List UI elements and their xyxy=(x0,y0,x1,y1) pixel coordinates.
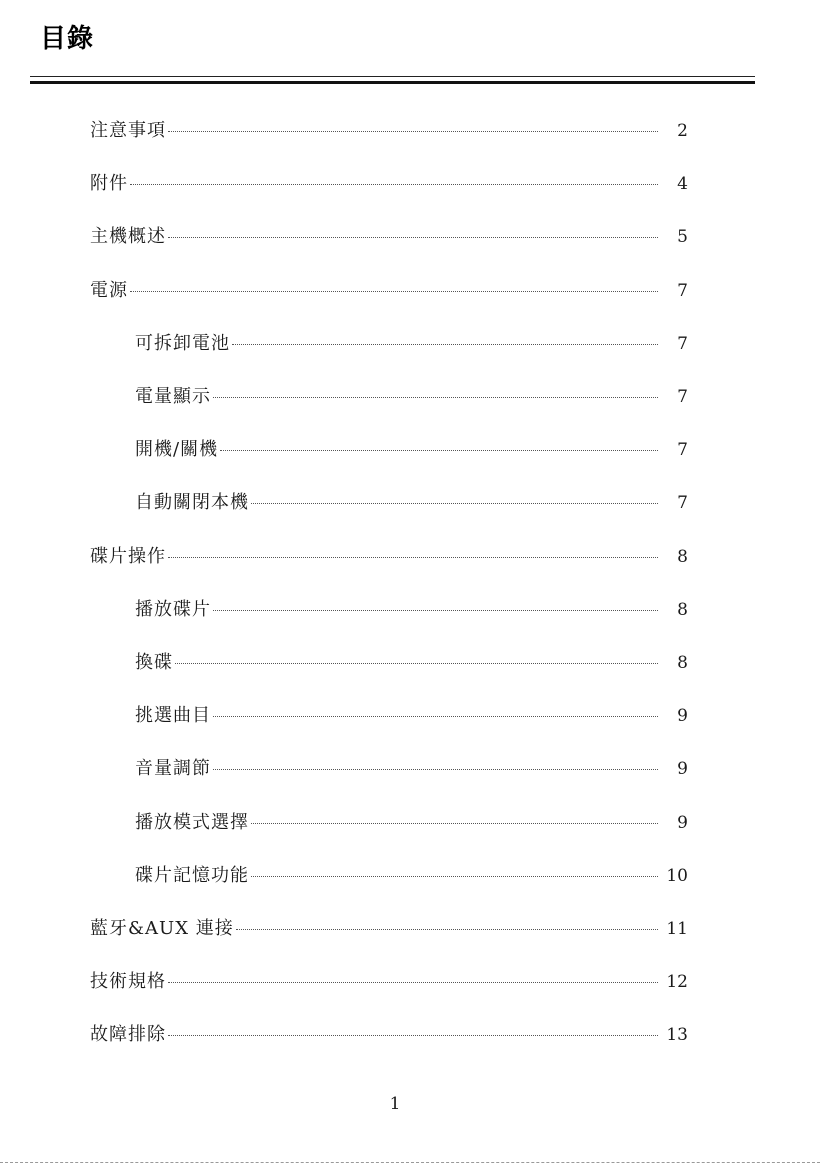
toc-entry[interactable] xyxy=(135,438,688,462)
toc-dot-leader xyxy=(213,397,658,398)
toc-dot-leader xyxy=(213,716,658,717)
toc-entry-label: 藍牙&AUX 連接 xyxy=(90,918,234,939)
toc-entry-label: 電源 xyxy=(90,280,128,301)
toc-entry-label: 電量顯示 xyxy=(135,386,211,407)
toc-entry[interactable] xyxy=(90,545,688,569)
toc-dot-leader xyxy=(251,503,658,504)
toc-dot-leader xyxy=(236,929,658,930)
toc-dot-leader xyxy=(232,344,658,345)
toc-entry[interactable] xyxy=(135,811,688,835)
toc-entry-page: 9 xyxy=(677,759,688,779)
toc-dot-leader xyxy=(168,982,658,983)
header-rule-thick xyxy=(30,81,755,84)
toc-entry-page: 11 xyxy=(666,919,688,939)
toc-entry-page: 4 xyxy=(677,174,688,194)
toc-dot-leader xyxy=(168,1035,658,1036)
page-number: 1 xyxy=(389,1094,401,1114)
toc-entry-label: 挑選曲目 xyxy=(135,705,211,726)
toc-entry[interactable] xyxy=(90,279,688,303)
toc-entry-label: 技術規格 xyxy=(90,971,166,992)
toc-entry[interactable] xyxy=(90,119,688,143)
toc-entry-page: 7 xyxy=(677,440,688,460)
toc-entry-page: 8 xyxy=(677,547,688,567)
toc-entry-label: 換碟 xyxy=(135,652,173,673)
toc-entry-page: 9 xyxy=(677,813,688,833)
toc-dot-leader xyxy=(168,557,658,558)
toc-entry-page: 7 xyxy=(677,334,688,354)
toc-dot-leader xyxy=(251,876,658,877)
toc-entry-label: 故障排除 xyxy=(90,1024,166,1045)
toc-entry-page: 9 xyxy=(677,706,688,726)
toc-entry-label: 播放碟片 xyxy=(135,599,211,620)
toc-dot-leader xyxy=(168,237,658,238)
toc-entry[interactable] xyxy=(90,1023,688,1047)
toc-entry[interactable] xyxy=(135,757,688,781)
toc-entry-label: 注意事項 xyxy=(90,120,166,141)
toc-dot-leader xyxy=(130,291,658,292)
bottom-edge-rule xyxy=(0,1162,820,1163)
toc-entry[interactable] xyxy=(135,651,688,675)
toc-dot-leader xyxy=(175,663,658,664)
toc-entry[interactable] xyxy=(90,917,688,941)
toc-entry[interactable] xyxy=(135,598,688,622)
toc-entry-label: 可拆卸電池 xyxy=(135,333,230,354)
toc-entry-label: 附件 xyxy=(90,173,128,194)
toc-entry[interactable] xyxy=(90,970,688,994)
toc-entry-page: 8 xyxy=(677,653,688,673)
toc-entry-label: 音量調節 xyxy=(135,758,211,779)
toc-dot-leader xyxy=(213,769,658,770)
toc-entry-page: 8 xyxy=(677,600,688,620)
toc-entry[interactable] xyxy=(135,864,688,888)
toc-entry-page: 7 xyxy=(677,281,688,301)
toc-entry[interactable] xyxy=(90,225,688,249)
toc-dot-leader xyxy=(130,184,658,185)
toc-entry[interactable] xyxy=(90,172,688,196)
toc-entry-page: 7 xyxy=(677,387,688,407)
toc-dot-leader xyxy=(168,131,658,132)
toc-dot-leader xyxy=(220,450,658,451)
toc-entry-page: 13 xyxy=(666,1025,688,1045)
toc-entry[interactable] xyxy=(135,385,688,409)
toc-entry-page: 12 xyxy=(666,972,688,992)
toc-entry-page: 2 xyxy=(677,121,688,141)
header-rule-thin xyxy=(30,76,755,77)
toc-entry[interactable] xyxy=(135,704,688,728)
toc-entry-label: 自動關閉本機 xyxy=(135,492,249,513)
toc-entry[interactable] xyxy=(135,491,688,515)
toc-entry-label: 開機/關機 xyxy=(135,439,219,460)
page-title: 目錄 xyxy=(40,24,95,54)
toc-entry-label: 碟片記憶功能 xyxy=(135,865,249,886)
toc-entry-page: 5 xyxy=(677,227,688,247)
toc-entry-label: 播放模式選擇 xyxy=(135,812,249,833)
toc-entry-page: 7 xyxy=(677,493,688,513)
toc-entry-label: 碟片操作 xyxy=(90,546,166,567)
toc-entry-label: 主機概述 xyxy=(90,226,166,247)
toc-dot-leader xyxy=(213,610,658,611)
toc-entry-page: 10 xyxy=(666,866,688,886)
toc-dot-leader xyxy=(251,823,658,824)
toc-entry[interactable] xyxy=(135,332,688,356)
